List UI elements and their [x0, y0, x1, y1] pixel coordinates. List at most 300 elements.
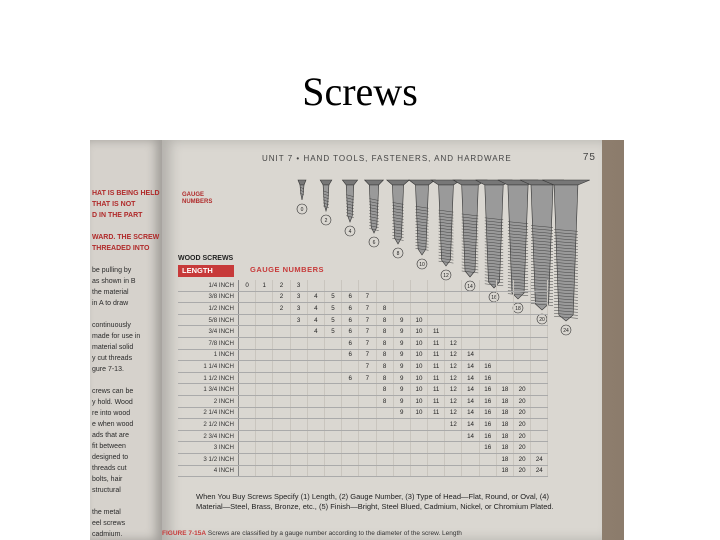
gauge-cell — [256, 384, 273, 396]
gauge-cell — [428, 280, 445, 291]
length-cell: 5/8 INCH — [178, 314, 239, 326]
gauge-cell: 16 — [479, 372, 496, 384]
gauge-cell — [462, 337, 479, 349]
gauge-cell — [462, 326, 479, 338]
gauge-cell — [445, 303, 462, 315]
gauge-cell — [342, 430, 359, 442]
length-cell: 1/4 INCH — [178, 280, 239, 291]
left-page-line: as shown in B — [92, 278, 136, 285]
gauge-cell: 8 — [376, 395, 393, 407]
gauge-cell — [514, 291, 531, 303]
gauge-cell — [273, 395, 290, 407]
gauge-circle-label: 0 — [300, 207, 304, 213]
gauge-cell: 20 — [514, 453, 531, 465]
table-row — [178, 395, 548, 407]
length-cell: 3/8 INCH — [178, 291, 239, 303]
gauge-cell: 14 — [462, 384, 479, 396]
gauge-cell — [273, 361, 290, 373]
gauge-cell — [342, 384, 359, 396]
left-page-line: HAT IS BEING HELD — [92, 190, 160, 197]
gauge-cell — [239, 303, 256, 315]
gauge-cell: 8 — [376, 372, 393, 384]
gauge-cell — [514, 349, 531, 361]
gauge-cell: 10 — [410, 372, 427, 384]
gauge-cell — [324, 407, 341, 419]
gauge-cell — [290, 419, 307, 431]
gauge-cell — [410, 465, 427, 477]
gauge-cell: 8 — [376, 326, 393, 338]
gauge-cell — [359, 442, 376, 454]
screw — [453, 180, 486, 291]
gauge-cell: 12 — [445, 407, 462, 419]
wood-screws-label: WOOD SCREWS — [178, 255, 234, 262]
left-page-line: e when wood — [92, 421, 134, 428]
gauge-cell: 1 — [256, 280, 273, 291]
gauge-circle-label: 24 — [563, 328, 569, 334]
left-page-line: designed to — [92, 454, 129, 461]
page-number: 75 — [582, 152, 596, 163]
gauge-cell — [273, 430, 290, 442]
left-page-line: threads cut — [92, 465, 127, 472]
gauge-cell: 9 — [393, 337, 410, 349]
gauge-cell — [307, 419, 324, 431]
left-page-line: y hold. Wood — [92, 399, 133, 406]
gauge-cell — [307, 442, 324, 454]
gauge-cell: 11 — [428, 372, 445, 384]
gauge-cell — [273, 442, 290, 454]
left-page-line: bolts, hair — [92, 476, 123, 483]
gauge-cell — [531, 291, 548, 303]
left-page — [90, 140, 162, 540]
gauge-cell: 9 — [393, 349, 410, 361]
gauge-cell: 5 — [324, 303, 341, 315]
gauge-cell: 4 — [307, 291, 324, 303]
gauge-cell — [359, 384, 376, 396]
gauge-cell — [256, 395, 273, 407]
gauge-cell — [531, 384, 548, 396]
left-page-line: crews can be — [92, 388, 134, 395]
gauge-cell: 20 — [514, 395, 531, 407]
left-page-line: be pulling by — [92, 267, 132, 274]
page-header-text: UNIT 7 • HAND TOOLS, FASTENERS, AND HARDWARE — [262, 154, 512, 163]
gauge-cell — [256, 372, 273, 384]
gauge-cell: 10 — [410, 326, 427, 338]
gauge-numbers-header: GAUGE NUMBERS — [250, 265, 325, 274]
gauge-cell: 16 — [479, 442, 496, 454]
gauge-cell: 5 — [324, 326, 341, 338]
gauge-cell — [307, 337, 324, 349]
gauge-cell — [359, 419, 376, 431]
left-page-line: re into wood — [92, 410, 131, 417]
gauge-cell — [376, 430, 393, 442]
gauge-cell: 9 — [393, 407, 410, 419]
gauge-cell: 7 — [359, 361, 376, 373]
gauge-cell: 12 — [445, 384, 462, 396]
gauge-cell: 10 — [410, 337, 427, 349]
gauge-cell: 2 — [273, 280, 290, 291]
gauge-cell — [531, 349, 548, 361]
gauge-tag-line: NUMBERS — [182, 199, 213, 205]
gauge-cell — [410, 419, 427, 431]
gauge-cell: 7 — [359, 303, 376, 315]
page-header — [262, 154, 602, 163]
gauge-cell — [307, 384, 324, 396]
gauge-cell: 14 — [462, 361, 479, 373]
gauge-cell — [256, 303, 273, 315]
gauge-circle-label: 2 — [324, 218, 328, 224]
gauge-cell — [307, 395, 324, 407]
gauge-cell: 9 — [393, 372, 410, 384]
gauge-circle-label: 14 — [467, 284, 473, 290]
gauge-cell — [428, 291, 445, 303]
gauge-cell — [307, 280, 324, 291]
gauge-cell — [307, 453, 324, 465]
gauge-cell: 16 — [479, 361, 496, 373]
gauge-cell — [531, 337, 548, 349]
gauge-cell — [256, 326, 273, 338]
gauge-cell — [324, 349, 341, 361]
gauge-cell — [479, 326, 496, 338]
gauge-cell: 6 — [342, 303, 359, 315]
length-cell: 1 1/2 INCH — [178, 372, 239, 384]
gauge-cell — [324, 419, 341, 431]
gauge-cell — [239, 314, 256, 326]
length-cell: 3/4 INCH — [178, 326, 239, 338]
gauge-cell: 10 — [410, 349, 427, 361]
gauge-cell: 18 — [496, 407, 513, 419]
gauge-cell — [445, 465, 462, 477]
gauge-cell: 12 — [445, 419, 462, 431]
table-row — [178, 326, 548, 338]
gauge-cell — [410, 430, 427, 442]
length-cell: 2 INCH — [178, 395, 239, 407]
gauge-cell: 18 — [496, 442, 513, 454]
gauge-cell — [273, 314, 290, 326]
gauge-cell: 6 — [342, 372, 359, 384]
table-row — [178, 430, 548, 442]
gauge-cell: 16 — [479, 430, 496, 442]
gauge-cell — [359, 280, 376, 291]
gauge-cell: 12 — [445, 395, 462, 407]
gauge-cell: 12 — [445, 337, 462, 349]
gauge-cell: 14 — [462, 419, 479, 431]
gauge-cell: 18 — [496, 384, 513, 396]
gauge-cell — [462, 314, 479, 326]
gauge-tag-line: GAUGE — [182, 192, 205, 198]
gauge-cell — [531, 430, 548, 442]
gauge-cell: 14 — [462, 407, 479, 419]
gauge-cell — [256, 419, 273, 431]
gauge-cell: 9 — [393, 326, 410, 338]
gauge-cell: 12 — [445, 372, 462, 384]
gauge-circle-label: 6 — [372, 240, 376, 246]
table-row — [178, 291, 548, 303]
gauge-cell — [239, 361, 256, 373]
gauge-cell: 14 — [462, 395, 479, 407]
gauge-cell — [256, 291, 273, 303]
gauge-cell — [239, 337, 256, 349]
length-cell: 1 1/4 INCH — [178, 361, 239, 373]
gauge-cell — [428, 419, 445, 431]
gauge-cell: 24 — [531, 453, 548, 465]
table-row — [178, 384, 548, 396]
gauge-cell — [496, 314, 513, 326]
length-cell: 2 1/2 INCH — [178, 419, 239, 431]
gauge-cell — [496, 372, 513, 384]
gauge-cell — [290, 395, 307, 407]
screw — [365, 180, 384, 247]
gauge-cell: 20 — [514, 430, 531, 442]
gauge-cell — [239, 372, 256, 384]
gauge-cell — [531, 314, 548, 326]
gauge-cell: 18 — [496, 465, 513, 477]
gauge-cell: 20 — [514, 442, 531, 454]
gauge-cell — [307, 349, 324, 361]
gauge-cell — [290, 349, 307, 361]
gauge-cell — [324, 395, 341, 407]
gauge-cell — [290, 372, 307, 384]
left-page-line: ads that are — [92, 432, 129, 439]
gauge-cell — [324, 361, 341, 373]
gauge-cell: 3 — [290, 291, 307, 303]
left-page-line: y cut threads — [92, 355, 133, 362]
gauge-cell: 20 — [514, 465, 531, 477]
gauge-cell — [324, 430, 341, 442]
gauge-cell: 3 — [290, 314, 307, 326]
gauge-cell: 5 — [324, 314, 341, 326]
gauge-cell — [462, 442, 479, 454]
gauge-cell — [514, 372, 531, 384]
gauge-cell — [342, 465, 359, 477]
length-cell: 3 INCH — [178, 442, 239, 454]
gauge-cell — [462, 465, 479, 477]
gauge-cell: 11 — [428, 407, 445, 419]
gauge-cell: 7 — [359, 326, 376, 338]
gauge-cell — [445, 314, 462, 326]
gauge-cell — [256, 453, 273, 465]
gauge-cell: 6 — [342, 326, 359, 338]
left-page-line: structural — [92, 487, 121, 494]
left-page-line: continuously — [92, 322, 131, 329]
gauge-cell — [239, 291, 256, 303]
gauge-cell: 11 — [428, 361, 445, 373]
left-page-line: eel screws — [92, 520, 126, 527]
gauge-cell — [342, 395, 359, 407]
gauge-cell — [273, 407, 290, 419]
caption-label: FIGURE 7-15A — [162, 530, 207, 537]
gauge-cell — [462, 303, 479, 315]
gauge-cell — [393, 291, 410, 303]
gauge-cell — [324, 453, 341, 465]
gauge-cell — [410, 291, 427, 303]
gauge-cell — [531, 442, 548, 454]
gauge-circle-label: 16 — [491, 295, 497, 301]
table-row — [178, 465, 548, 477]
gauge-cell: 18 — [496, 395, 513, 407]
gauge-cell: 10 — [410, 384, 427, 396]
gauge-cell — [393, 465, 410, 477]
left-page-line: gure 7-13. — [92, 366, 124, 373]
gauge-cell — [239, 407, 256, 419]
gauge-cell — [428, 430, 445, 442]
gauge-cell — [239, 419, 256, 431]
screw — [431, 180, 461, 280]
length-cell: 3 1/2 INCH — [178, 453, 239, 465]
left-page-line: D IN THE PART — [92, 212, 143, 219]
gauge-cell — [376, 419, 393, 431]
gauge-cell — [393, 303, 410, 315]
gauge-cell — [256, 314, 273, 326]
gauge-cell — [239, 465, 256, 477]
table-row — [178, 419, 548, 431]
length-cell: 1/2 INCH — [178, 303, 239, 315]
gauge-cell — [410, 303, 427, 315]
gauge-cell: 14 — [462, 430, 479, 442]
gauge-cell — [307, 430, 324, 442]
gauge-cell — [479, 337, 496, 349]
length-cell: 7/8 INCH — [178, 337, 239, 349]
gauge-cell: 8 — [376, 384, 393, 396]
gauge-circle-label: 4 — [348, 229, 352, 235]
gauge-cell: 18 — [496, 419, 513, 431]
gauge-cell — [290, 465, 307, 477]
gauge-cell — [479, 314, 496, 326]
gauge-cell — [273, 419, 290, 431]
gauge-table — [178, 280, 548, 477]
gauge-cell — [496, 291, 513, 303]
gauge-cell — [359, 395, 376, 407]
gauge-cell — [531, 361, 548, 373]
gauge-cell — [496, 361, 513, 373]
gauge-cell — [376, 453, 393, 465]
gauge-cell: 18 — [496, 453, 513, 465]
length-header: LENGTH — [178, 265, 234, 277]
gauge-cell — [376, 291, 393, 303]
gauge-cell — [273, 349, 290, 361]
gauge-cell: 7 — [359, 337, 376, 349]
left-page-line: THAT IS NOT — [92, 201, 136, 208]
gauge-cell — [393, 280, 410, 291]
gauge-cell: 8 — [376, 361, 393, 373]
left-page-line: WARD. THE SCREW — [92, 234, 160, 241]
gauge-cell — [342, 453, 359, 465]
gauge-cell — [376, 407, 393, 419]
gauge-cell: 8 — [376, 314, 393, 326]
gauge-cell — [393, 419, 410, 431]
gauge-cell — [496, 337, 513, 349]
gauge-cell: 16 — [479, 384, 496, 396]
gauge-cell — [479, 349, 496, 361]
gauge-cell: 11 — [428, 337, 445, 349]
gauge-cell — [324, 337, 341, 349]
gauge-cell: 7 — [359, 349, 376, 361]
table-row — [178, 453, 548, 465]
gauge-cell — [410, 453, 427, 465]
screw — [387, 180, 409, 258]
gauge-cell — [256, 407, 273, 419]
gauge-cell: 5 — [324, 291, 341, 303]
gauge-cell — [479, 453, 496, 465]
gauge-cell — [428, 442, 445, 454]
gauge-cell — [290, 442, 307, 454]
gauge-cell — [239, 442, 256, 454]
gauge-cell: 9 — [393, 361, 410, 373]
gauge-cell: 2 — [273, 291, 290, 303]
gauge-cell — [307, 407, 324, 419]
left-page-line: cadmium. — [92, 531, 123, 538]
gauge-cell — [324, 442, 341, 454]
gauge-cell: 20 — [514, 384, 531, 396]
gauge-cell — [531, 395, 548, 407]
gauge-cell — [376, 465, 393, 477]
figure-caption — [162, 530, 462, 537]
table-row — [178, 361, 548, 373]
gauge-cell — [428, 453, 445, 465]
gauge-cell: 11 — [428, 349, 445, 361]
gauge-cell — [531, 407, 548, 419]
gauge-cell: 10 — [410, 395, 427, 407]
gauge-cell: 24 — [531, 465, 548, 477]
gauge-circle-label: 12 — [443, 273, 449, 279]
gauge-cell — [514, 303, 531, 315]
length-cell: 2 3/4 INCH — [178, 430, 239, 442]
gauge-cell — [514, 361, 531, 373]
gauge-cell: 7 — [359, 291, 376, 303]
gauge-cell — [239, 326, 256, 338]
gauge-cell — [428, 314, 445, 326]
gauge-cell — [376, 442, 393, 454]
buying-note: When You Buy Screws Specify (1) Length, (2) Gauge Number, (3) Type of Head—Flat, Round, or Oval, (4) Material—Steel, Brass, Bronze, etc., (5) Finish—Bright, Steel Blued, Cadmium, Nickel, or Chromium Plated. — [196, 492, 554, 511]
gauge-cell — [514, 337, 531, 349]
gauge-cell: 11 — [428, 395, 445, 407]
gauge-cell — [342, 280, 359, 291]
gauge-cell — [290, 361, 307, 373]
gauge-cell — [273, 326, 290, 338]
gauge-cell: 9 — [393, 314, 410, 326]
table-row — [178, 442, 548, 454]
gauge-cell: 3 — [290, 303, 307, 315]
gauge-cell: 11 — [428, 326, 445, 338]
gauge-cell — [290, 337, 307, 349]
gauge-cell — [479, 465, 496, 477]
gauge-cell — [531, 326, 548, 338]
length-cell: 1 INCH — [178, 349, 239, 361]
gauge-cell: 7 — [359, 372, 376, 384]
gauge-cell — [359, 430, 376, 442]
left-page-line: the metal — [92, 509, 121, 516]
gauge-cell — [445, 430, 462, 442]
gauge-cell: 4 — [307, 326, 324, 338]
gauge-cell: 6 — [342, 291, 359, 303]
gauge-cell: 7 — [359, 314, 376, 326]
gauge-cell — [410, 442, 427, 454]
gauge-circle-label: 20 — [539, 317, 545, 323]
gauge-cell — [273, 384, 290, 396]
gauge-circle-label: 18 — [515, 306, 521, 312]
gauge-cell — [410, 280, 427, 291]
table-row — [178, 314, 548, 326]
gauge-cell — [273, 453, 290, 465]
gauge-cell: 12 — [445, 361, 462, 373]
gauge-cell — [393, 442, 410, 454]
gauge-cell — [514, 314, 531, 326]
table-row — [178, 372, 548, 384]
gauge-cell — [531, 419, 548, 431]
gauge-cell: 8 — [376, 303, 393, 315]
gauge-cell — [514, 326, 531, 338]
gauge-cell — [273, 372, 290, 384]
gauge-cell — [324, 280, 341, 291]
